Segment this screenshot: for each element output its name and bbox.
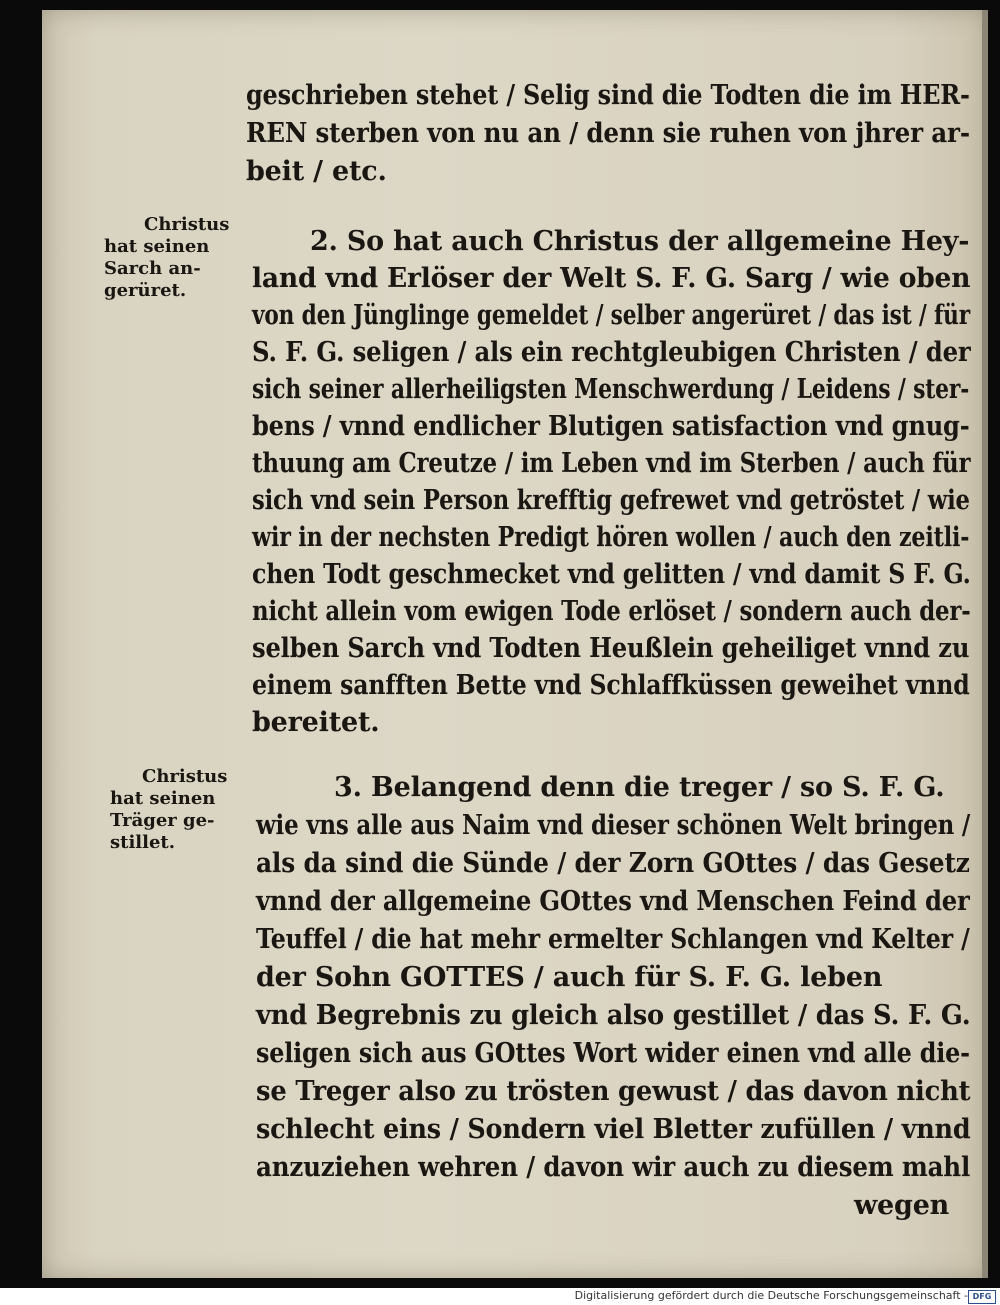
text-line: als da sind die Sünde / der Zorn GOttes / das Gesetz	[256, 848, 970, 879]
text-line: schlecht eins / Sondern viel Bletter zufüllen / vnnd	[256, 1114, 971, 1145]
text-line: wie vns alle aus Naim vnd dieser schönen Welt bringen /	[256, 810, 971, 841]
margin-note	[104, 214, 229, 302]
text-line: von den Jünglinge gemeldet / selber angerüret / das ist / für	[252, 300, 970, 331]
text-line: vnnd der allgemeine GOttes vnd Menschen Feind der	[256, 886, 970, 917]
text-line: vnd Begrebnis zu gleich also gestillet / das S. F. G.	[256, 1000, 971, 1031]
margin-note	[110, 766, 227, 854]
text-line: seligen sich aus GOttes Wort wider einen vnd alle die-	[256, 1038, 970, 1069]
text-line: anzuziehen wehren / davon wir auch zu diesem mahl	[256, 1152, 971, 1183]
page-edge	[982, 10, 988, 1278]
text-line: wir in der nechsten Predigt hören wollen / auch den zeitli-	[252, 522, 970, 553]
text-line: beit / etc.	[246, 156, 387, 187]
text-line: 3. Belangend denn die treger / so S. F. G.	[334, 772, 945, 803]
text-line: selben Sarch vnd Todten Heußlein geheiliget vnnd zu	[252, 633, 970, 664]
margin-note-line: hat seinen	[110, 788, 216, 809]
footer-bar	[0, 1288, 1000, 1305]
text-line: bens / vnnd endlicher Blutigen satisfaction vnd gnug-	[252, 411, 970, 442]
text-line: land vnd Erlöser der Welt S. F. G. Sarg / wie oben	[252, 263, 971, 294]
funding-credit: Digitalisierung gefördert durch die Deutsche Forschungsgemeinschaft -	[574, 1289, 968, 1302]
text-line: geschrieben stehet / Selig sind die Todten die im HER-	[246, 80, 970, 111]
text-line: bereitet.	[252, 707, 380, 738]
text-line: 2. So hat auch Christus der allgemeine Hey-	[310, 226, 970, 257]
catchword: wegen	[854, 1190, 950, 1221]
text-line: sich seiner allerheiligsten Menschwerdung / Leidens / ster-	[252, 374, 970, 405]
text-line: nicht allein vom ewigen Tode erlöset / sondern auch der-	[252, 596, 971, 627]
margin-note-line: gerüret.	[104, 280, 187, 301]
margin-note-line: hat seinen	[104, 236, 210, 257]
dfg-logo-icon: DFG	[968, 1290, 996, 1304]
margin-note-line: Sarch an-	[104, 258, 201, 279]
text-line: Teuffel / die hat mehr ermelter Schlangen vnd Kelter /	[256, 924, 970, 955]
margin-note-line: Christus	[144, 214, 230, 235]
text-line: sich vnd sein Person krefftig gefrewet vnd getröstet / wie	[252, 485, 970, 516]
margin-note-line: Träger ge-	[110, 810, 215, 831]
margin-note-line: Christus	[142, 766, 228, 787]
text-line: REN sterben von nu an / denn sie ruhen von jhrer ar-	[246, 118, 970, 149]
text-line: chen Todt geschmecket vnd gelitten / vnd damit S F. G.	[252, 559, 971, 590]
margin-note-line: stillet.	[110, 832, 175, 853]
text-line: S. F. G. seligen / als ein rechtgleubigen Christen / der	[252, 337, 971, 368]
text-line: thuung am Creutze / im Leben vnd im Sterben / auch für	[252, 448, 971, 479]
text-line: se Treger also zu trösten gewust / das davon nicht	[256, 1076, 971, 1107]
text-line: einem sanfften Bette vnd Schlaffküssen geweihet vnnd	[252, 670, 970, 701]
book-page	[42, 10, 988, 1278]
text-line: der Sohn GOTTES / auch für S. F. G. leben	[256, 962, 883, 993]
